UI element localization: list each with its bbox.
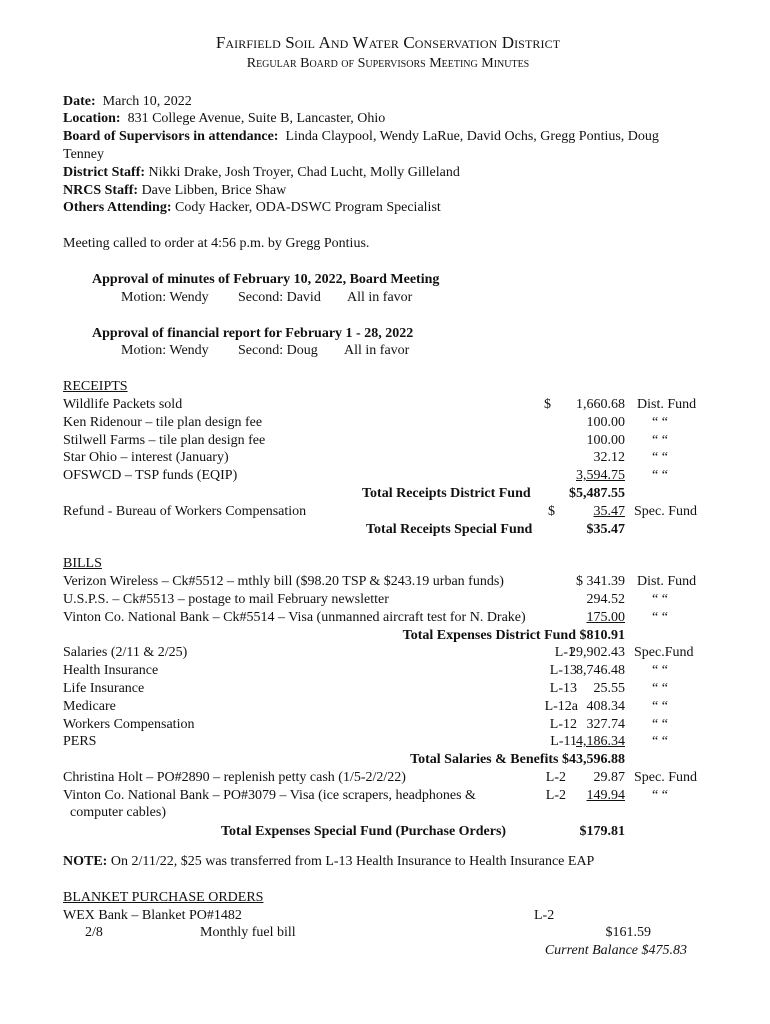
total-receipts-special-amount: $35.47 [586, 521, 625, 537]
bill-amount: 175.00 [586, 609, 625, 625]
total-salaries-benefits: Total Salaries & Benefits $43,596.88 [410, 752, 625, 768]
salary-amount: 4,186.34 [576, 734, 625, 750]
blanket-po-balance-row [63, 942, 713, 960]
salary-row [63, 644, 713, 662]
blanket-po-amount: $161.59 [605, 925, 651, 941]
others-label: Others Attending: [63, 200, 172, 216]
receipt-fund: “ “ [652, 432, 668, 448]
bills-total-district [63, 627, 713, 645]
approval-financial-motion: Motion: Wendy [121, 343, 209, 359]
blanket-po-entry-row [63, 924, 713, 942]
po-row [63, 787, 713, 805]
salary-row [63, 698, 713, 716]
bill-fund: “ “ [652, 591, 668, 607]
bill-desc: Vinton Co. National Bank – Ck#5514 – Visa (unmanned aircraft test for N. Drake) [63, 609, 526, 625]
receipt-fund: “ “ [652, 414, 668, 430]
blanket-po-code: L-2 [534, 907, 555, 923]
salary-fund: Spec.Fund [634, 645, 694, 661]
salary-amount: 29,902.43 [569, 645, 625, 661]
board-members-continued: Tenney [63, 146, 105, 162]
po-desc: Vinton Co. National Bank – PO#3079 – Visa (ice scrapers, headphones & [63, 787, 476, 803]
approval-financial-heading: Approval of financial report for February 1 - 28, 2022 [92, 325, 414, 341]
total-receipts-district-label: Total Receipts District Fund [362, 485, 531, 501]
salary-amount: 8,746.48 [576, 663, 625, 679]
salary-row [63, 716, 713, 734]
po-code: L-2 [545, 787, 566, 803]
receipts-total-special [63, 521, 713, 539]
blanket-po-vendor-row [63, 907, 713, 925]
bill-fund: Dist. Fund [637, 574, 697, 590]
meeting-info [63, 93, 713, 218]
bill-desc: Verizon Wireless – Ck#5512 – mthly bill ($98.20 TSP & $243.19 urban funds) [63, 574, 504, 590]
salary-fund: “ “ [652, 663, 668, 679]
blanket-po-section [63, 889, 713, 960]
bill-fund: “ “ [652, 609, 668, 625]
receipt-row [63, 432, 713, 450]
salary-amount: 327.74 [586, 716, 625, 732]
salary-code: L-1 [554, 645, 575, 661]
po-fund: “ “ [652, 787, 668, 803]
total-expenses-special-amount: $179.81 [579, 824, 625, 840]
salary-desc: Life Insurance [63, 680, 145, 696]
approval-financial-section [63, 325, 713, 361]
receipt-fund: “ “ [652, 468, 668, 484]
total-receipts-special-label: Total Receipts Special Fund [366, 521, 533, 537]
salary-desc: Medicare [63, 698, 116, 714]
salary-code: L-12a [544, 698, 578, 714]
refund-amount: 35.47 [593, 503, 625, 519]
receipt-desc: Stilwell Farms – tile plan design fee [63, 432, 266, 448]
note-text: On 2/11/22, $25 was transferred from L-13 Health Insurance to Health Insurance EAP [110, 854, 595, 870]
meeting-date: March 10, 2022 [102, 93, 192, 109]
approval-minutes-section [63, 271, 713, 307]
bill-amount: 294.52 [586, 591, 625, 607]
bill-row [63, 591, 713, 609]
note-label: NOTE: [63, 854, 108, 870]
salary-amount: 408.34 [586, 698, 625, 714]
receipt-amount: 1,660.68 [576, 396, 625, 412]
bills-total-special [63, 823, 713, 841]
receipt-dollar: $ [544, 396, 551, 412]
salary-code: L-13 [549, 680, 577, 696]
nrcs-staff: Dave Libben, Brice Shaw [141, 182, 287, 198]
bill-desc: U.S.P.S. – Ck#5513 – postage to mail February newsletter [63, 591, 389, 607]
receipts-total-district [63, 485, 713, 503]
bill-row [63, 573, 713, 591]
board-members: Linda Claypool, Wendy LaRue, David Ochs, Gregg Pontius, Doug [285, 129, 659, 145]
salary-row [63, 680, 713, 698]
staff-label: District Staff: [63, 164, 146, 180]
salary-desc: PERS [63, 734, 97, 750]
total-receipts-district-amount: $5,487.55 [569, 485, 625, 501]
document-title: Fairfield Soil And Water Conservation District [215, 33, 561, 52]
approval-financial-second: Second: Doug [238, 343, 318, 359]
district-staff: Nikki Drake, Josh Troyer, Chad Lucht, Molly Gilleland [148, 164, 460, 180]
po-desc: Christina Holt – PO#2890 – replenish petty cash (1/5-2/2/22) [63, 769, 406, 785]
blanket-po-balance: Current Balance $475.83 [544, 943, 687, 959]
board-label: Board of Supervisors in attendance: [63, 129, 279, 145]
location-label: Location: [63, 111, 121, 127]
receipts-heading: RECEIPTS [63, 379, 128, 395]
salary-code: L-13 [549, 663, 577, 679]
blanket-po-heading: BLANKET PURCHASE ORDERS [63, 889, 264, 905]
salaries-total [63, 751, 713, 769]
others-attending: Cody Hacker, ODA-DSWC Program Specialist [175, 200, 441, 216]
call-to-order: Meeting called to order at 4:56 p.m. by Gregg Pontius. [63, 236, 370, 252]
salary-desc: Workers Compensation [63, 716, 195, 732]
receipt-fund: Dist. Fund [637, 396, 697, 412]
blanket-po-vendor: WEX Bank – Blanket PO#1482 [63, 907, 242, 923]
salary-fund: “ “ [652, 734, 668, 750]
receipt-amount: 100.00 [586, 414, 625, 430]
po-row-continued [63, 804, 713, 822]
salary-desc: Health Insurance [63, 663, 159, 679]
po-code: L-2 [545, 769, 566, 785]
po-fund: Spec. Fund [634, 769, 697, 785]
salary-desc: Salaries (2/11 & 2/25) [63, 645, 188, 661]
receipt-amount: 3,594.75 [576, 468, 625, 484]
nrcs-label: NRCS Staff: [63, 182, 139, 198]
bills-heading: BILLS [63, 556, 102, 572]
bill-row [63, 609, 713, 627]
blanket-po-desc: Monthly fuel bill [200, 925, 296, 941]
bills-section [63, 555, 713, 841]
refund-fund: Spec. Fund [634, 503, 697, 519]
date-label: Date: [63, 93, 96, 109]
document-subtitle: Regular Board of Supervisors Meeting Minutes [246, 55, 530, 71]
receipt-amount: 100.00 [586, 432, 625, 448]
receipt-fund: “ “ [652, 450, 668, 466]
receipt-desc: Star Ohio – interest (January) [63, 450, 229, 466]
blanket-po-date: 2/8 [85, 925, 103, 941]
receipts-section [63, 378, 713, 538]
approval-financial-result: All in favor [344, 343, 410, 359]
receipt-row [63, 414, 713, 432]
salary-fund: “ “ [652, 698, 668, 714]
meeting-location: 831 College Avenue, Suite B, Lancaster, Ohio [127, 111, 386, 127]
receipt-amount: 32.12 [593, 450, 625, 466]
receipt-desc: Wildlife Packets sold [63, 396, 183, 412]
salary-amount: 25.55 [593, 680, 625, 696]
po-row [63, 769, 713, 787]
total-expenses-district: Total Expenses District Fund $810.91 [402, 627, 625, 643]
approval-minutes-second: Second: David [238, 289, 321, 305]
refund-dollar: $ [548, 503, 555, 519]
bill-amount: $ 341.39 [576, 574, 625, 590]
receipt-desc: Ken Ridenour – tile plan design fee [63, 414, 263, 430]
receipt-row [63, 396, 713, 414]
approval-minutes-result: All in favor [347, 289, 413, 305]
note [63, 853, 713, 871]
po-amount: 149.94 [586, 787, 625, 803]
refund-desc: Refund - Bureau of Workers Compensation [63, 503, 307, 519]
salary-fund: “ “ [652, 680, 668, 696]
approval-minutes-motion: Motion: Wendy [121, 289, 209, 305]
salary-code: L-12 [549, 716, 577, 732]
po-amount: 29.87 [593, 769, 625, 785]
receipt-row-refund [63, 503, 713, 521]
salary-row [63, 662, 713, 680]
salary-row [63, 733, 713, 751]
approval-minutes-heading: Approval of minutes of February 10, 2022, Board Meeting [92, 271, 440, 287]
po-desc-continued: computer cables) [70, 805, 167, 821]
salary-code: L-11 [550, 734, 577, 750]
document-page [63, 34, 713, 960]
receipt-row [63, 449, 713, 467]
receipt-desc: OFSWCD – TSP funds (EQIP) [63, 468, 238, 484]
salary-fund: “ “ [652, 716, 668, 732]
receipt-row [63, 467, 713, 485]
total-expenses-special-label: Total Expenses Special Fund (Purchase Orders) [221, 824, 507, 840]
